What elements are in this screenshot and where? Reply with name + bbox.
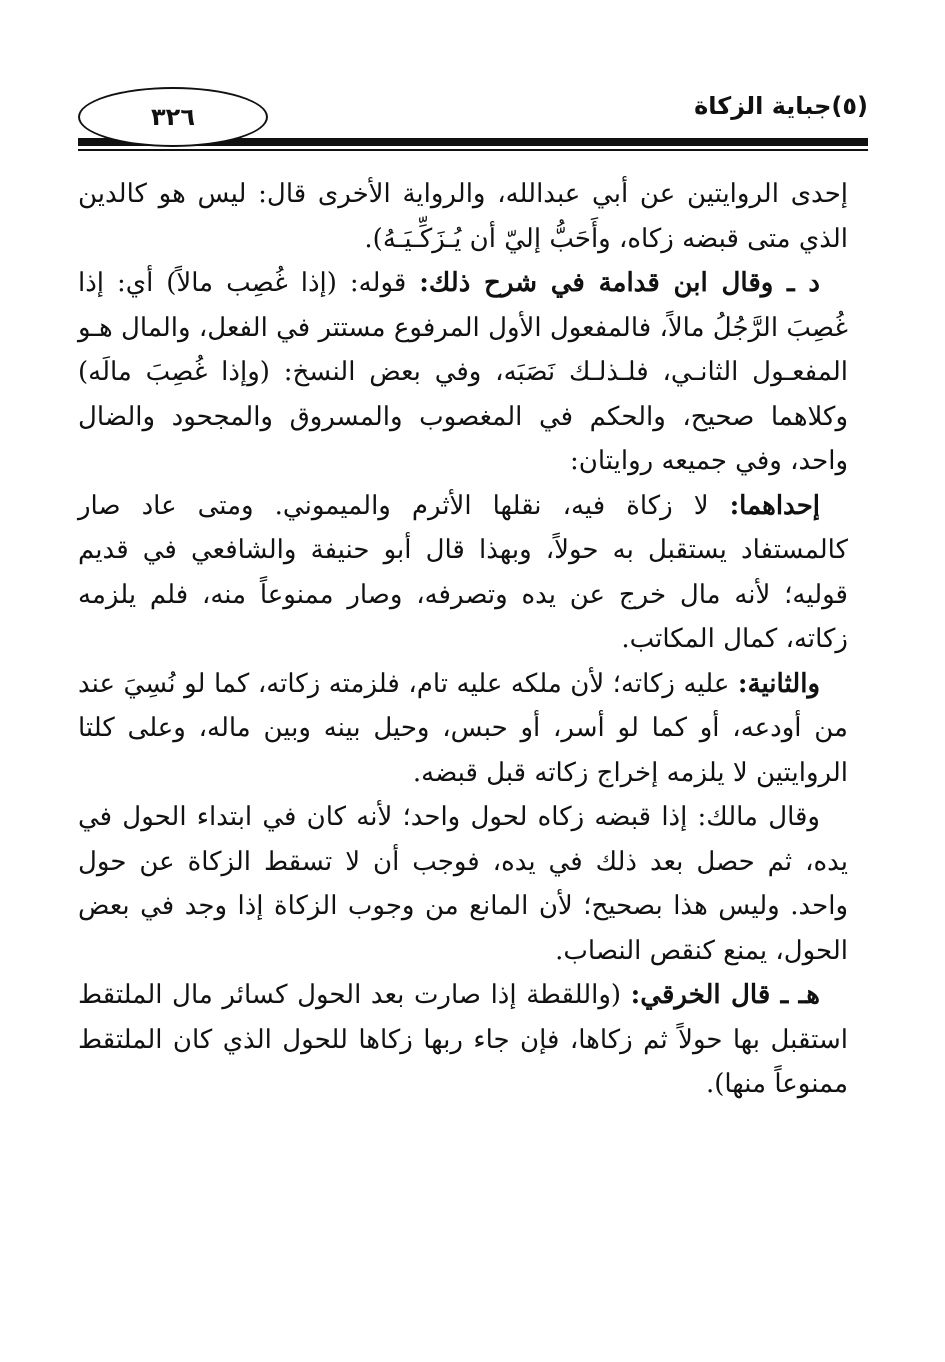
- page-number: ٣٢٦: [151, 103, 195, 131]
- paragraph-text: قوله: (إذا غُصِب مالاً) أي: إذا غُصِبَ الرَّجُلُ مالاً، فالمفعول الأول المرفوع مستتر في الفعل، والمال هـو المفعـول الثانـي، فلـذلـك نَصَبَه، وفي بعض النسخ: (وإذا غُصِبَ مالَه) وكلاهما صحيح، والحكم في المغصوب والمسروق والمجحود والضال واحد، وفي جميعه روايتان:: [78, 268, 848, 476]
- paragraph-lead: إحداهما:: [729, 490, 820, 521]
- paragraph: [78, 662, 848, 796]
- paragraph-text: لا زكاة فيه، نقلها الأثرم والميموني. ومتى عاد صار كالمستفاد يستقبل به حولاً، وبهذا قال أبو حنيفة والشافعي في قديم قوليه؛ لأنه مال خرج عن يده وتصرفه، وصار ممنوعاً منه، فلم يلزمه زكاته، كمال المكاتب.: [78, 490, 848, 654]
- paragraph-text: وقال مالك: إذا قبضه زكاه لحول واحد؛ لأنه كان في ابتداء الحول في يده، ثم حصل بعد ذلك في يده، فوجب أن لا تسقط الزكاة عن حول واحد. وليس هذا بصحيح؛ لأن المانع من وجوب الزكاة إذا وجد في بعض الحول، يمنع كنقص النصاب.: [78, 802, 848, 966]
- paragraph: [78, 172, 848, 261]
- header-rule-thin: [78, 149, 868, 151]
- running-title: (٥)جباية الزكاة: [694, 92, 868, 120]
- paragraph-text: (واللقطة إذا صارت بعد الحول كسائر مال الملتقط استقبل بها حولاً ثم زكاها، فإن جاء ربها زكاها للحول الذي كان الملتقط ممنوعاً منها).: [78, 980, 848, 1099]
- body-text: [78, 172, 848, 1107]
- page-header: [78, 72, 868, 162]
- paragraph: [78, 795, 848, 973]
- page-number-oval: [78, 87, 268, 147]
- paragraph-lead: والثانية:: [737, 668, 820, 699]
- paragraph-text: إحدى الروايتين عن أبي عبدالله، والرواية الأخرى قال: ليس هو كالدين الذي متى قبضه زكاه، وأَحَبُّ إليّ أن يُـزَكِّـيَـهُ).: [78, 179, 848, 254]
- paragraph-text: عليه زكاته؛ لأن ملكه عليه تام، فلزمته زكاته، كما لو نُسِيَ عند من أودعه، أو كما لو أسر، أو حبس، وحيل بينه وبين ماله، وعلى كلتا الروايتين لا يلزمه إخراج زكاته قبل قبضه.: [78, 668, 848, 788]
- paragraph-lead: هـ ـ قال الخرقي:: [630, 980, 820, 1010]
- paragraph: [78, 261, 848, 484]
- paragraph: [78, 973, 848, 1107]
- paragraph: [78, 484, 848, 662]
- paragraph-lead: د ـ وقال ابن قدامة في شرح ذلك:: [419, 268, 820, 298]
